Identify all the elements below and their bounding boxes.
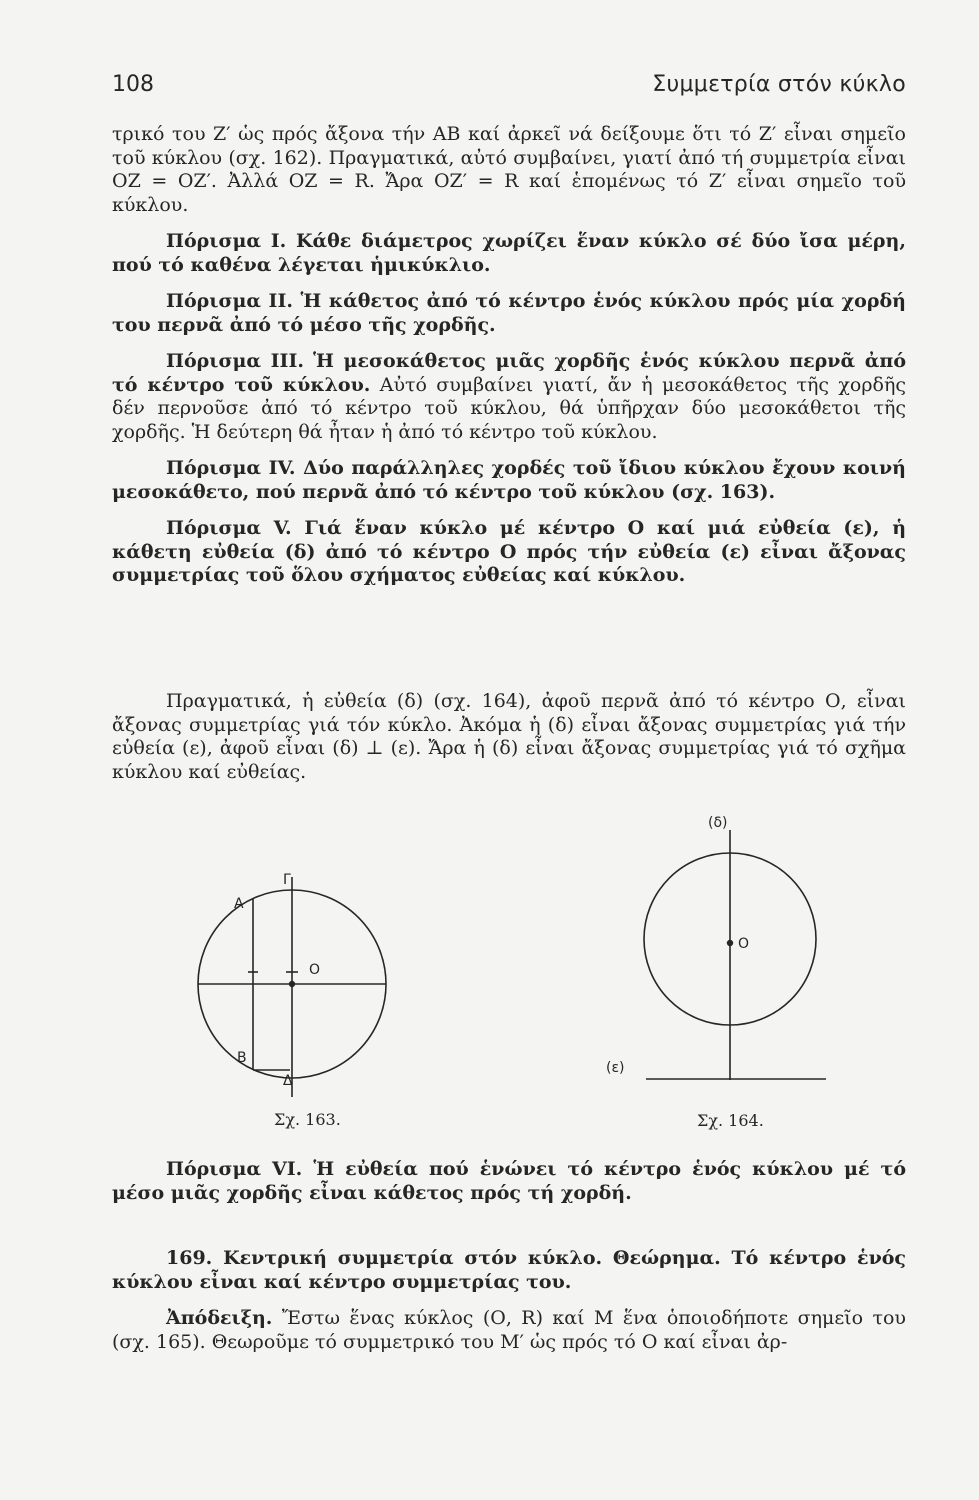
text-block-bottom — [112, 1158, 906, 1354]
intro-paragraph: τρικό του Ζ′ ὡς πρός ἄξονα τήν ΑΒ καί ἀρκεῖ νά δείξουμε ὅτι τό Ζ′ εἶναι σημεῖο τοῦ κύκλου (σχ. 162). Πραγματικά, αὐτό συμβαίνει, γιατί ἀπό τή συμμετρία εἶναι ΟΖ = ΟΖ′. Ἀλλά ΟΖ = R. Ἄρα ΟΖ′ = R καί ἑπομένως τό Ζ′ εἶναι σημεῖο τοῦ κύκλου. — [112, 123, 906, 216]
fig164-label-o: O — [738, 936, 750, 952]
fig164-label-epsilon: (ε) — [606, 1060, 625, 1076]
corollary-4-text: Δύο παράλληλες χορδές τοῦ ἴδιου κύκλου ἔχουν κοινή μεσοκάθετο, πού περνᾶ ἀπό τό κέντρο τοῦ κύκλου (σχ. 163). — [112, 457, 906, 503]
corollary-6-text: Ἡ εὐθεία πού ἑνώνει τό κέντρο ἑνός κύκλου μέ τό μέσο μιᾶς χορδῆς εἶναι κάθετος πρός τή χορδή. — [112, 1158, 906, 1204]
running-title: Συμμετρία στόν κύκλο — [652, 72, 906, 97]
fig163-center-point — [290, 982, 295, 987]
fig163-label-o: O — [309, 962, 321, 978]
corollary-6 — [112, 1158, 906, 1205]
fig164-label-delta: (δ) — [708, 815, 728, 831]
fig163-caption: Σχ. 163. — [274, 1110, 341, 1129]
corollary-1-label: Πόρισμα I. — [166, 230, 287, 252]
corollary-3-statement: Ἡ μεσοκάθετος μιᾶς χορδῆς ἑνός κύκλου περνᾶ ἀπό τό κέντρο τοῦ κύκλου. — [112, 350, 906, 396]
corollary-5-text: Γιά ἕναν κύκλο μέ κέντρο Ο καί μιά εὐθεία (ε), ἡ κάθετη εὐθεία (δ) ἀπό τό κέντρο Ο πρός τήν εὐθεία (ε) εἶναι ἄξονας συμμετρίας τοῦ ὅλου σχήματος εὐθείας καί κύκλου. — [112, 517, 907, 586]
fig163-label-a: A — [234, 896, 244, 912]
fig164-caption: Σχ. 164. — [697, 1111, 764, 1130]
corollary-5-proof: Πραγματικά, ἡ εὐθεία (δ) (σχ. 164), ἀφοῦ περνᾶ ἀπό τό κέντρο Ο, εἶναι ἄξονας συμμετρίας γιά τόν κύκλο. Ἀκόμα ἡ (δ) εἶναι ἄξονας συμμετρίας γιά τήν εὐθεία (ε), ἀφοῦ εἶναι (δ) ⊥ (ε). Ἄρα ἡ (δ) εἶναι ἄξονας συμμετρίας γιά τό σχῆμα κύκλου καί εὐθείας. — [112, 690, 906, 783]
corollary-6-label: Πόρισμα VI. — [166, 1158, 303, 1180]
corollary-5-label: Πόρισμα V. — [166, 517, 292, 539]
fig163-label-b: B — [237, 1050, 247, 1066]
corollary-2-text: Ἡ κάθετος ἀπό τό κέντρο ἑνός κύκλου πρός μία χορδή του περνᾶ ἀπό τό μέσο τῆς χορδῆς. — [112, 290, 906, 336]
corollary-1-text: Κάθε διάμετρος χωρίζει ἕναν κύκλο σέ δύο ἴσα μέρη, πού τό καθένα λέγεται ἡμικύκλιο. — [112, 230, 906, 276]
proof-label: Ἀπόδειξη. — [166, 1307, 273, 1329]
fig164-center-point — [728, 941, 733, 946]
corollary-4-label: Πόρισμα IV. — [166, 457, 296, 479]
proof-text: Ἔστω ἕνας κύκλος (Ο, R) καί Μ ἕνα ὁποιοδήποτε σημεῖο του (σχ. 165). Θεωροῦμε τό συμμετρικό του Μ′ ὡς πρός τό Ο καί εἶναι ἀρ- — [112, 1307, 906, 1353]
fig163-label-delta: Δ — [283, 1073, 293, 1089]
corollary-3-text: Αὐτό συμβαίνει γιατί, ἄν ἡ μεσοκάθετος τῆς χορδῆς δέν περνοῦσε ἀπό τό κέντρο τοῦ κύκλου, θά ὑπῆρχαν δύο μεσοκάθετοι τῆς χορδῆς. Ἡ δεύτερη θά ἦταν ἡ ἀπό τό κέντρο τοῦ κύκλου. — [112, 373, 906, 443]
proof-paragraph — [112, 1307, 906, 1354]
page-number: 108 — [112, 72, 154, 97]
figure-164 — [644, 830, 826, 1080]
corollary-2-label: Πόρισμα II. — [166, 290, 293, 312]
figure-163 — [198, 877, 386, 1097]
corollary-3-label: Πόρισμα III. — [166, 350, 304, 372]
section-169-heading: 169. Κεντρική συμμετρία στόν κύκλο. Θεώρημα. Τό κέντρο ἑνός κύκλου εἶναι καί κέντρο συμμετρίας του. — [112, 1247, 906, 1293]
fig163-label-gamma: Γ — [283, 872, 291, 888]
